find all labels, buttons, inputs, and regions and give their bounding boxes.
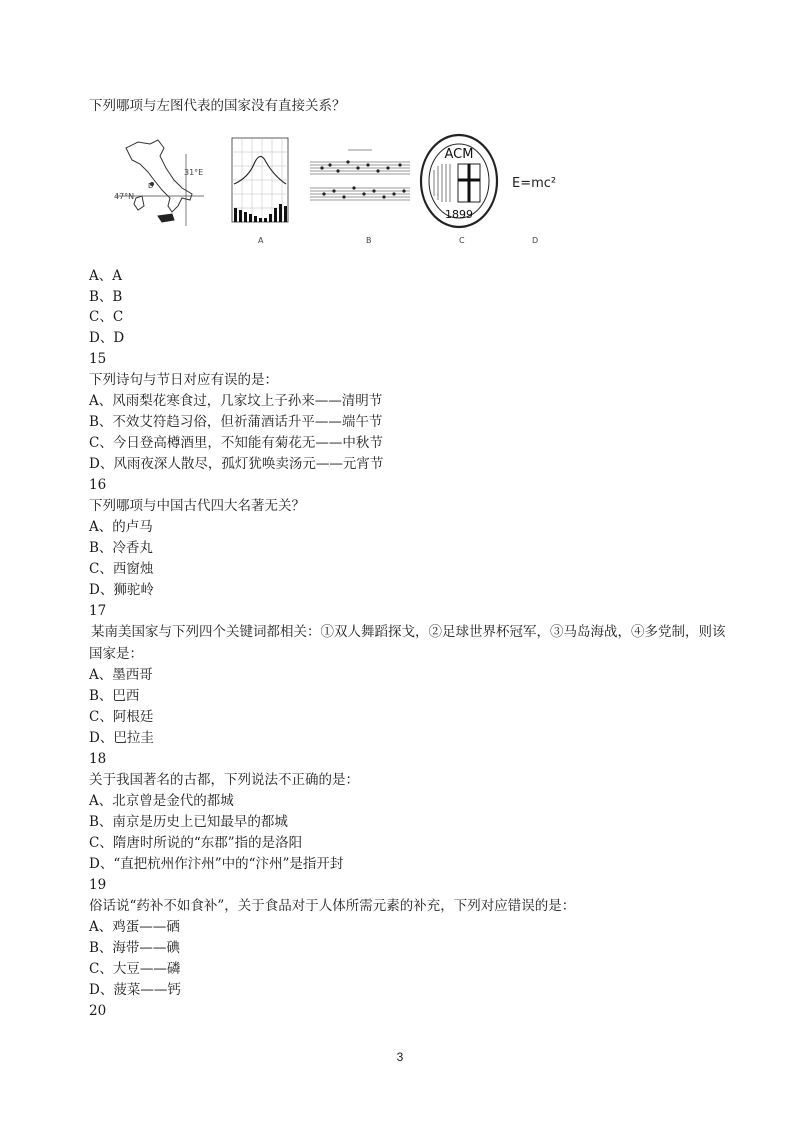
question-16-option-c: C、西窗烛 <box>89 561 154 577</box>
logo-text-top: ACM <box>444 147 474 162</box>
question-17-option-a: A、墨西哥 <box>89 667 153 683</box>
question-20-number: 20 <box>89 1003 107 1019</box>
question-17-option-b: B、巴西 <box>89 688 140 704</box>
question-16-number: 16 <box>89 477 107 493</box>
question-16-stem: 下列哪项与中国古代四大名著无关？ <box>89 498 305 514</box>
question-19-option-d: D、菠菜——钙 <box>89 982 181 998</box>
figure-label-c: C <box>459 236 465 245</box>
question-16-option-a: A、的卢马 <box>89 519 153 535</box>
logo-text-bottom: 1899 <box>445 208 473 221</box>
question-17-number: 17 <box>89 603 107 619</box>
question-18-option-d: D、“直把杭州作汴州”中的“汴州”是指开封 <box>89 856 344 872</box>
formula-figure: E=mc² <box>512 176 557 191</box>
map-city-marker: D <box>148 182 154 190</box>
question-14-figures <box>108 132 578 250</box>
question-14-option-a: A、A <box>89 268 122 284</box>
question-18-option-a: A、北京曾是金代的都城 <box>89 793 234 809</box>
question-19-option-b: B、海带——碘 <box>89 940 180 956</box>
figure-label-a: A <box>258 236 264 245</box>
question-15-option-c: C、今日登高樽酒里，不知能有菊花无——中秋节 <box>89 435 383 451</box>
question-19-number: 19 <box>89 877 107 893</box>
map-longitude-label: 31°E <box>184 168 204 177</box>
question-16-option-b: B、冷香丸 <box>89 540 153 556</box>
question-14-stem: 下列哪项与左图代表的国家没有直接关系？ <box>89 98 346 114</box>
question-18-number: 18 <box>89 751 107 767</box>
question-17-option-d: D、巴拉圭 <box>89 730 154 746</box>
question-16-option-d: D、狮驼岭 <box>89 582 154 598</box>
page-number: 3 <box>396 1050 404 1064</box>
club-logo-figure <box>418 132 500 230</box>
question-15-option-b: B、不效艾符趋习俗，但祈蒲酒话升平——端午节 <box>89 414 383 430</box>
map-latitude-label: 47°N <box>114 192 135 201</box>
question-14-option-b: B、B <box>89 289 123 305</box>
figure-label-d: D <box>532 236 539 245</box>
question-19-stem: 俗话说“药补不如食补”，关于食品对于人体所需元素的补充，下列对应错误的是： <box>89 898 576 914</box>
italy-map-figure <box>108 134 208 232</box>
question-14-option-d: D、D <box>89 330 125 346</box>
question-19-option-a: A、鸡蛋——硒 <box>89 919 180 935</box>
question-15-option-a: A、风雨梨花寒食过，几家坟上子孙来——清明节 <box>89 393 383 409</box>
question-18-option-c: C、隋唐时所说的“东郡”指的是洛阳 <box>89 835 303 851</box>
question-19-option-c: C、大豆——磷 <box>89 961 181 977</box>
figure-label-b: B <box>366 236 372 245</box>
question-15-number: 15 <box>89 351 107 367</box>
question-18-option-b: B、南京是历史上已知最早的都城 <box>89 814 288 830</box>
question-17-stem: 某南美国家与下列四个关键词都相关：①双人舞蹈探戈，②足球世界杯冠军，③马岛海战，④多党制，则该国家是： <box>89 624 726 662</box>
music-score-figure <box>308 146 412 216</box>
question-15-option-d: D、风雨夜深人散尽，孤灯犹唤卖汤元——元宵节 <box>89 456 384 472</box>
climate-chart-figure <box>224 132 298 230</box>
question-17-option-c: C、阿根廷 <box>89 709 154 725</box>
question-15-stem: 下列诗句与节日对应有误的是： <box>89 372 278 388</box>
question-18-stem: 关于我国著名的古都，下列说法不正确的是： <box>89 772 359 788</box>
question-14-option-c: C、C <box>89 309 124 325</box>
